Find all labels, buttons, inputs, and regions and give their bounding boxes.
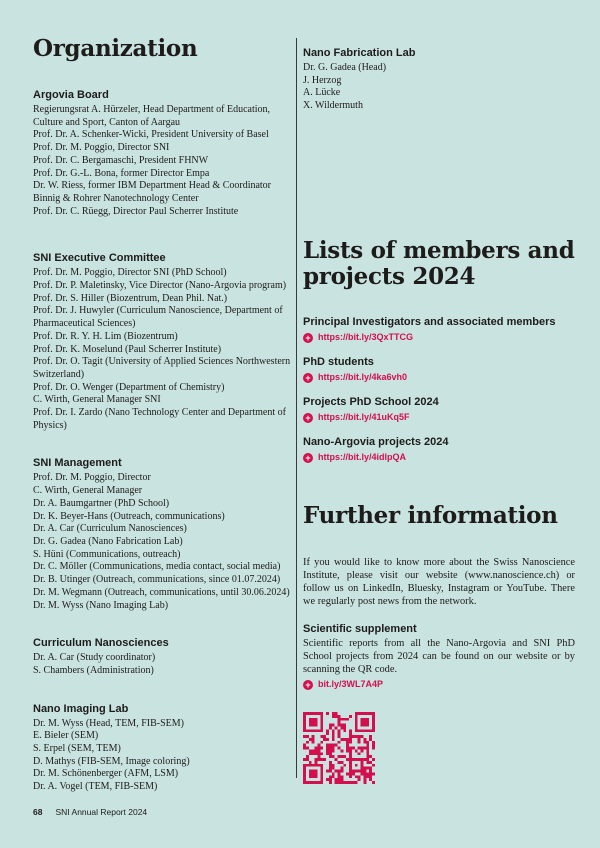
section-nano-imaging-lab — [33, 702, 293, 794]
link-url[interactable]: https://bit.ly/4ka6vh0 — [318, 372, 408, 382]
member-row: Dr. M. Wyss (Head, TEM, FIB-SEM) — [33, 717, 184, 729]
plus-circle-icon: + — [303, 680, 313, 690]
plus-circle-icon: + — [303, 333, 313, 343]
member-row: Dr. A. Vogel (TEM, FIB-SEM) — [33, 781, 158, 793]
link-url[interactable]: https://bit.ly/3QxTTCG — [318, 332, 414, 342]
lists-title: Lists of members and projects 2024 — [303, 237, 575, 290]
member-row: A. Lücke — [303, 87, 341, 99]
link-label: Nano-Argovia projects 2024 — [303, 436, 449, 448]
member-row: Prof. Dr. P. Maletinsky, Vice Director (Nano-Argovia program) — [33, 280, 287, 292]
section-heading-nano-imaging-lab: Nano Imaging Lab — [33, 702, 129, 715]
member-list — [33, 472, 293, 612]
plus-circle-icon: + — [303, 373, 313, 383]
member-row: J. Herzog — [303, 74, 342, 86]
member-row: Prof. Dr. M. Poggio, Director SNI (PhD School) — [33, 267, 227, 279]
section-heading-executive-committee: SNI Executive Committee — [33, 252, 166, 265]
member-row: Dr. M. Wegmann (Outreach, communications, until 30.06.2024) — [33, 586, 290, 598]
link-label: Principal Investigators and associated members — [303, 316, 556, 328]
page-title: Organization — [33, 35, 198, 62]
section-executive-committee — [33, 251, 293, 432]
member-row: Prof. Dr. O. Wenger (Department of Chemistry) — [33, 381, 225, 393]
member-list — [33, 267, 293, 432]
supplement-link-row — [303, 679, 575, 690]
member-row: Prof. Dr. A. Schenker-Wicki, President University of Basel — [33, 129, 269, 141]
member-row: Dr. W. Riess, former IBM Department Head & Coordinator Binnig & Rohrer Nanotechnology Center — [33, 180, 272, 204]
supplement-link[interactable]: bit.ly/3WL7A4P — [318, 679, 384, 689]
link-group — [303, 315, 575, 343]
link-row — [303, 452, 575, 463]
further-info-paragraph: If you would like to know more about the Swiss Nanoscience Institute, please visit our website (www.nanoscience.ch) or follow us on LinkedIn, Bluesky, Instagram or YouTube. There we regularly post news from the network. — [303, 557, 575, 607]
qr-code — [303, 712, 375, 784]
section-heading-curriculum-nanosciences: Curriculum Nanosciences — [33, 637, 169, 650]
member-row: Prof. Dr. C. Bergamaschi, President FHNW — [33, 154, 209, 166]
section-further-information — [303, 503, 575, 784]
section-heading-nano-fabrication-lab: Nano Fabrication Lab — [303, 47, 416, 59]
member-row: Prof. Dr. M. Poggio, Director — [33, 472, 151, 484]
member-list — [33, 718, 293, 794]
section-heading-argovia-board: Argovia Board — [33, 89, 109, 101]
report-title: SNI Annual Report 2024 — [55, 807, 148, 817]
member-row: Dr. M. Wyss (Nano Imaging Lab) — [33, 599, 169, 611]
section-nano-fabrication-lab — [303, 46, 575, 113]
column-divider — [296, 38, 297, 778]
link-group-list — [303, 315, 575, 463]
member-row: C. Wirth, General Manager SNI — [33, 394, 161, 406]
page-footer — [33, 807, 147, 818]
link-url[interactable]: https://bit.ly/41uKq5F — [318, 412, 410, 422]
member-row: Prof. Dr. S. Hiller (Biozentrum, Dean Phil. Nat.) — [33, 292, 228, 304]
member-list — [33, 104, 293, 218]
link-row — [303, 332, 575, 343]
member-row: Prof. Dr. R. Y. H. Lim (Biozentrum) — [33, 330, 178, 342]
page-number: 68 — [33, 807, 43, 817]
member-row: Prof. Dr. I. Zardo (Nano Technology Center and Department of Physics) — [33, 407, 286, 431]
member-row: Prof. Dr. C. Rüegg, Director Paul Scherrer Institute — [33, 205, 239, 217]
member-row: Regierungsrat A. Hürzeler, Head Department of Education, Culture and Sport, Canton of Aargau — [33, 104, 271, 128]
member-row: D. Mathys (FIB-SEM, Image coloring) — [33, 755, 190, 767]
section-heading-management: SNI Management — [33, 457, 122, 470]
link-row — [303, 412, 575, 423]
section-management — [33, 456, 293, 612]
member-row: Dr. B. Utinger (Outreach, communications, since 01.07.2024) — [33, 574, 281, 586]
member-row: Prof. Dr. J. Huwyler (Curriculum Nanoscience, Department of Pharmaceutical Sciences) — [33, 305, 283, 330]
member-row: Dr. A. Car (Curriculum Nanosciences) — [33, 523, 187, 535]
member-row: Dr. A. Baumgartner (PhD School) — [33, 497, 170, 509]
link-label: Projects PhD School 2024 — [303, 396, 439, 408]
member-row: Prof. Dr. M. Poggio, Director SNI — [33, 142, 170, 154]
member-row: Prof. Dr. O. Tagit (University of Applied Sciences Northwestern Switzerland) — [33, 356, 291, 380]
section-lists-2024 — [303, 238, 575, 475]
supplement-heading: Scientific supplement — [303, 623, 417, 635]
member-row: Dr. M. Schönenberger (AFM, LSM) — [33, 768, 179, 780]
plus-circle-icon: + — [303, 413, 313, 423]
member-row: C. Wirth, General Manager — [33, 485, 143, 497]
member-row: Prof. Dr. K. Moselund (Paul Scherrer Institute) — [33, 343, 222, 355]
member-row: Prof. Dr. G.-L. Bona, former Director Empa — [33, 167, 210, 179]
member-row: Dr. G. Gadea (Head) — [303, 62, 387, 73]
link-row — [303, 372, 575, 383]
member-row: X. Wildermuth — [303, 100, 363, 112]
organization-column — [33, 36, 293, 818]
member-row: S. Erpel (SEM, TEM) — [33, 743, 121, 755]
link-group — [303, 395, 575, 423]
link-group — [303, 355, 575, 383]
member-row: Dr. K. Beyer-Hans (Outreach, communications) — [33, 510, 225, 522]
link-url[interactable]: https://bit.ly/4idlpQA — [318, 452, 406, 462]
member-list — [33, 652, 293, 677]
section-curriculum-nanosciences — [33, 636, 293, 677]
plus-circle-icon: + — [303, 453, 313, 463]
member-row: Dr. G. Gadea (Nano Fabrication Lab) — [33, 535, 183, 547]
link-label: PhD students — [303, 356, 374, 368]
section-argovia-board — [33, 88, 293, 218]
link-group — [303, 435, 575, 463]
further-info-title: Further information — [303, 502, 558, 529]
member-row: E. Bieler (SEM) — [33, 730, 99, 742]
member-row: Dr. A. Car (Study coordinator) — [33, 652, 156, 664]
member-row: S. Hüni (Communications, outreach) — [33, 548, 181, 560]
member-list — [303, 62, 575, 113]
member-row: S. Chambers (Administration) — [33, 664, 154, 676]
member-row: Dr. C. Möller (Communications, media contact, social media) — [33, 561, 281, 573]
supplement-paragraph: Scientific reports from all the Nano-Argovia and SNI PhD School projects from 2024 can be found on our website or by scanning the QR code. — [303, 638, 575, 675]
